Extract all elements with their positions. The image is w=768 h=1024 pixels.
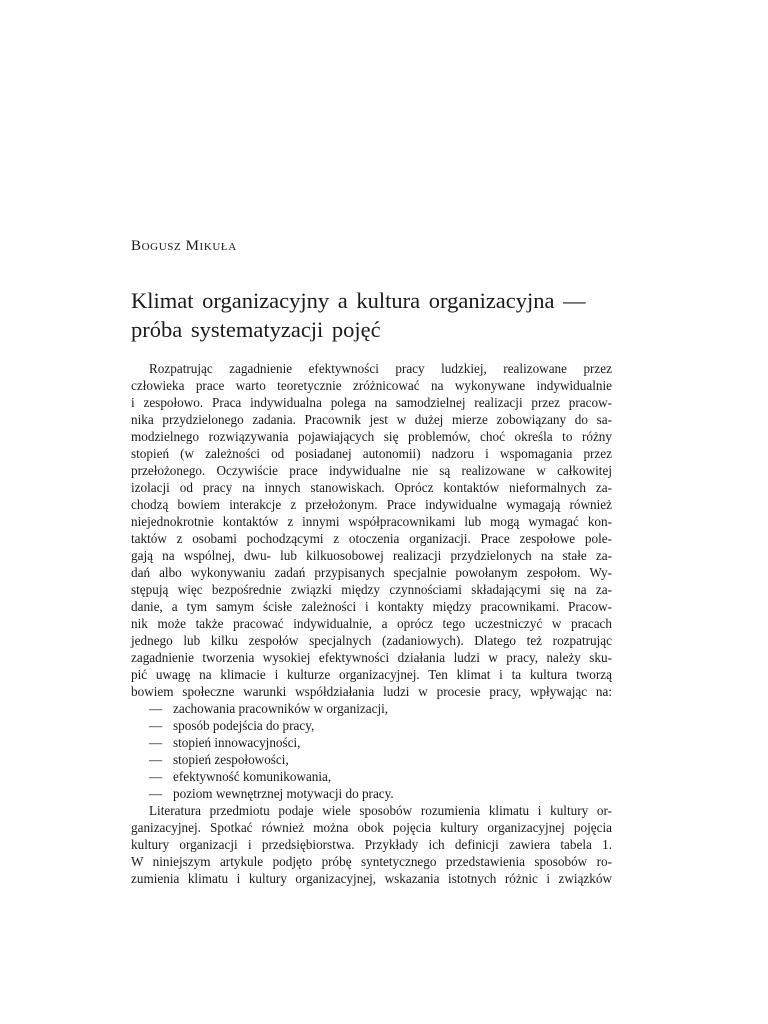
dash-bullet: — (149, 718, 163, 733)
text-line: modzielnego rozwiązywania pojawiających się problemów, choć określa to różny (131, 429, 612, 444)
article-title (131, 286, 631, 344)
list-item (131, 768, 612, 785)
text-line: chodzą bowiem interakcje z przełożonym. Prace indywidualne wymagają również (131, 497, 612, 512)
dash-bullet: — (149, 769, 163, 784)
author-name: Bogusz Mikuła (131, 238, 237, 254)
text-line: danie, a tym samym ścisłe zależności i kontakty między pracownikami. Pracow- (131, 599, 612, 614)
list-item-text: zachowania pracowników w organizacji, (173, 701, 389, 716)
text-line: zumienia klimatu i kultury organizacyjnej, wskazania istotnych różnic i związków (131, 871, 612, 886)
list-item-text: stopień innowacyjności, (173, 735, 301, 750)
text-line: Literatura przedmiotu podaje wiele sposobów rozumienia klimatu i kultury or- (149, 803, 612, 818)
list-item-text: efektywność komunikowania, (173, 769, 332, 784)
text-line: przełożonego. Oczywiście prace indywidualne nie są realizowane w całkowitej (131, 463, 612, 478)
list-item-text: stopień zespołowości, (173, 752, 289, 767)
text-line: niejednokrotnie kontaktów z innymi współpracownikami lub mogą wymagać kon- (131, 514, 612, 529)
text-line: W niniejszym artykule podjęto próbę syntetycznego przedstawienia sposobów ro- (131, 854, 612, 869)
list-item (131, 734, 612, 751)
text-line: ganizacyjnej. Spotkać również można obok pojęcia kultury organizacyjnej pojęcia (131, 820, 612, 835)
list-item (131, 700, 612, 717)
list-item (131, 717, 612, 734)
list-item (131, 785, 612, 802)
text-line: nika przydzielonego zadania. Pracownik jest w dużej mierze zobowiązany do sa- (131, 412, 612, 427)
list-item-text: poziom wewnętrznej motywacji do pracy. (173, 786, 394, 801)
text-line: i zespołowo. Praca indywidualna polega na samodzielnej realizacji przez pracow- (131, 395, 612, 410)
text-line: człowieka prace warto teoretycznie zróżnicować na wykonywane indywidualnie (131, 378, 612, 393)
list-item (131, 751, 612, 768)
text-line: nik może także pracować indywidualnie, a oprócz tego uczestniczyć w pracach (131, 616, 612, 631)
text-line: stępują więc bezpośrednie związki między czynnościami składającymi się na za- (131, 582, 612, 597)
dash-bullet: — (149, 701, 163, 716)
title-line: próba systematyzacji pojęć (131, 317, 381, 342)
text-line: izolacji od pracy na innych stanowiskach. Oprócz kontaktów nieformalnych za- (131, 480, 612, 495)
dash-bullet: — (149, 735, 163, 750)
text-line: kultury organizacji i przedsiębiorstwa. Przykłady ich definicji zawiera tabela 1. (131, 837, 612, 852)
text-line: jednego lub kilku zespołów specjalnych (zadaniowych). Dlatego też rozpatrując (131, 633, 612, 648)
text-line: zagadnienie tworzenia wysokiej efektywności działania ludzi w pracy, należy sku- (131, 650, 612, 665)
bullet-list (131, 700, 612, 802)
paragraph-literature (131, 802, 612, 887)
paragraph-intro (131, 360, 612, 700)
text-line: taktów z osobami pochodzącymi z otoczenia organizacji. Prace zespołowe pole- (131, 531, 612, 546)
dash-bullet: — (149, 786, 163, 801)
title-line: Klimat organizacyjny a kultura organizacyjna — (131, 288, 586, 313)
text-line: gają na wspólnej, dwu- lub kilkuosobowej realizacji przydzielonych na stałe za- (131, 548, 612, 563)
article-body (131, 360, 612, 887)
text-line: pić uwagę na klimacie i kulturze organizacyjnej. Ten klimat i ta kultura tworzą (131, 667, 612, 682)
text-line: bowiem społeczne warunki współdziałania ludzi w procesie pracy, wpływając na: (131, 684, 612, 699)
text-line: dań albo wykonywaniu zadań przypisanych specjalnie powołanym zespołom. Wy- (131, 565, 612, 580)
text-line: Rozpatrując zagadnienie efektywności pracy ludzkiej, realizowane przez (149, 361, 612, 376)
list-item-text: sposób podejścia do pracy, (173, 718, 315, 733)
text-line: stopień (w zależności od posiadanej autonomii) nadzoru i wspomagania przez (131, 446, 612, 461)
dash-bullet: — (149, 752, 163, 767)
